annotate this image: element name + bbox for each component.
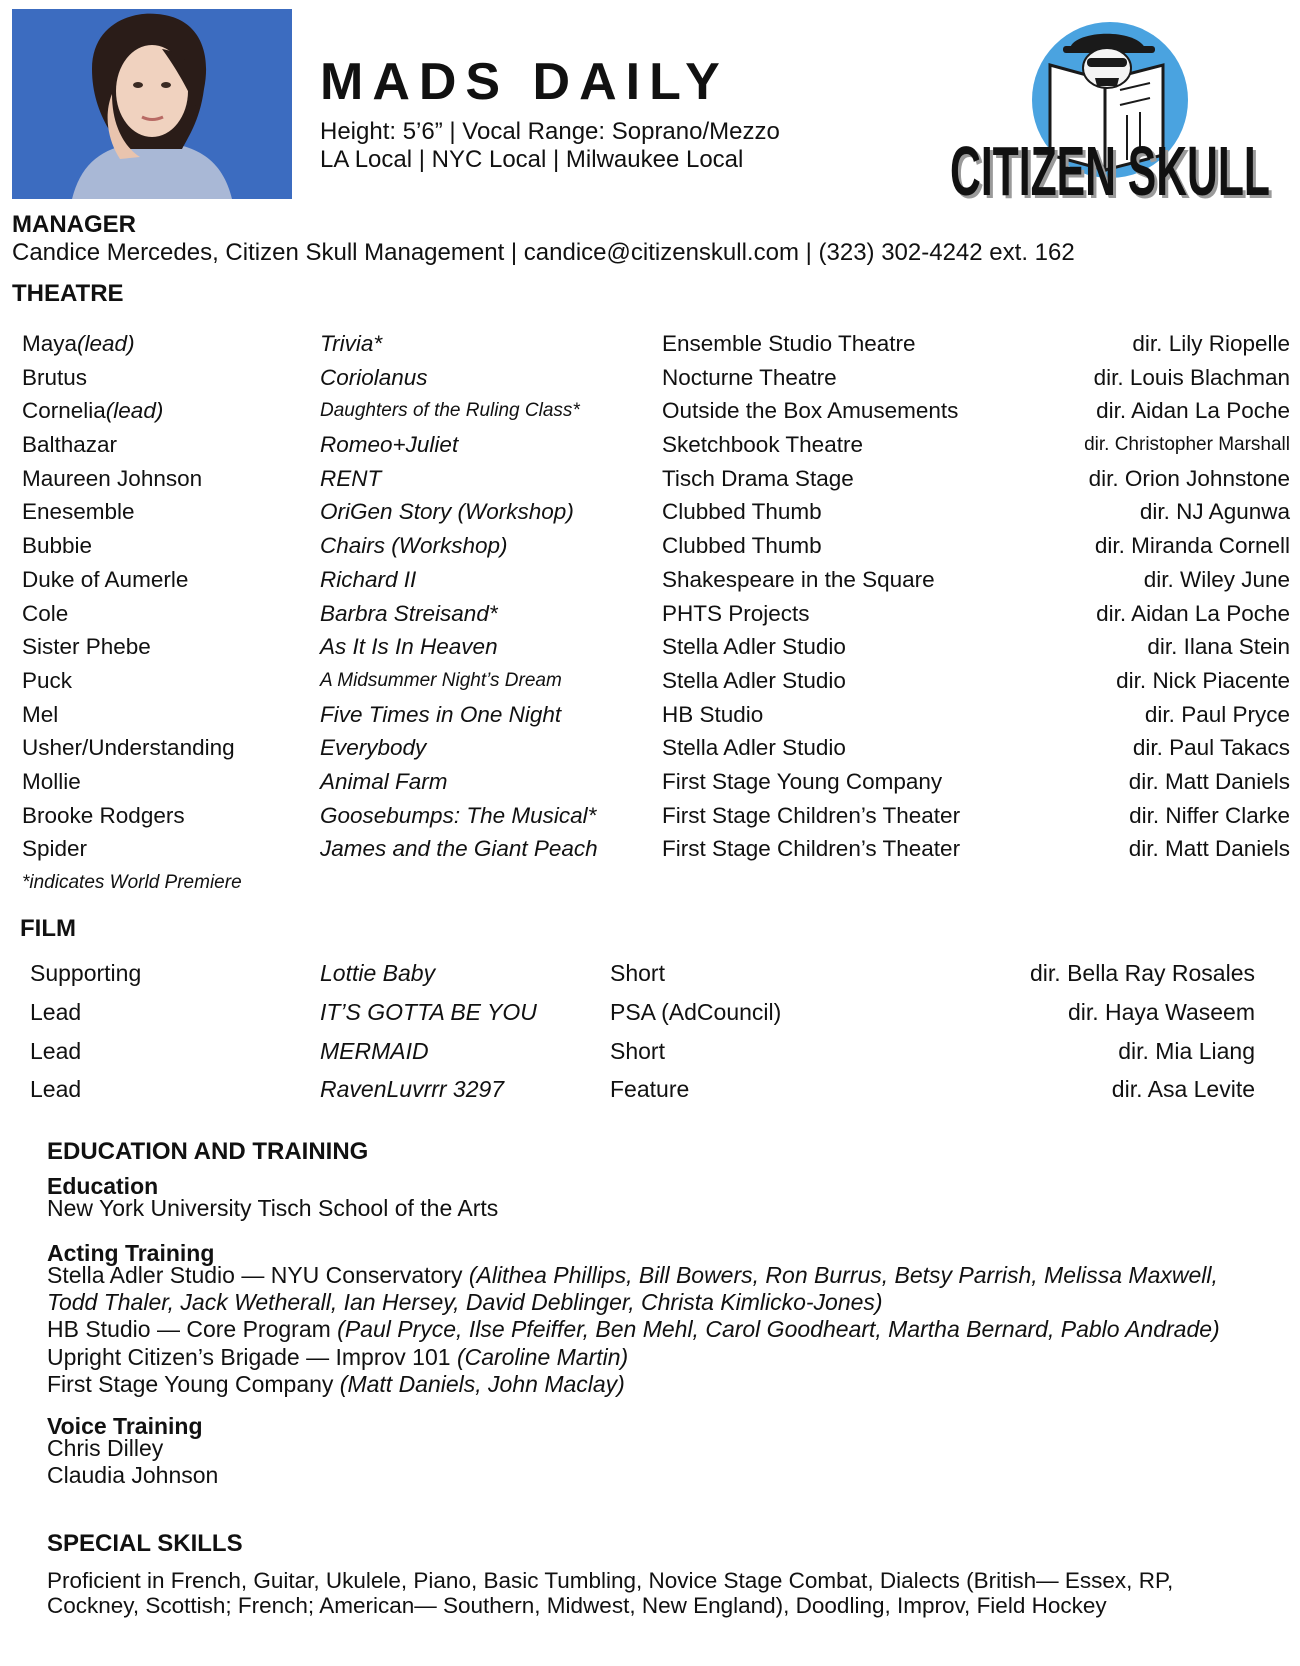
- credit-show: RENT: [320, 465, 382, 491]
- headshot-photo: [12, 9, 292, 199]
- theatre-credit-row: [22, 630, 1290, 664]
- credit-show: OriGen Story (Workshop): [320, 499, 574, 525]
- credit-role: Brutus: [22, 364, 88, 390]
- credit-role: Cornelia: [22, 398, 106, 424]
- film-heading: FILM: [20, 915, 76, 942]
- training-teachers: (Matt Daniels, John Maclay): [339, 1370, 625, 1397]
- training-teachers: (Caroline Martin): [456, 1343, 629, 1370]
- credit-director: dir. NJ Agunwa: [1139, 499, 1290, 525]
- credit-show: Chairs (Workshop): [320, 533, 508, 559]
- credit-director: dir. Matt Daniels: [1128, 768, 1290, 794]
- education-subheading: Education: [47, 1173, 159, 1199]
- credit-role: Brooke Rodgers: [22, 802, 185, 828]
- credit-venue: First Stage Children’s Theater: [662, 802, 961, 828]
- acting-training-line: [47, 1371, 1277, 1398]
- theatre-credit-row: [22, 597, 1290, 631]
- theatre-credit-row: [22, 394, 1290, 428]
- credit-director: dir. Nick Piacente: [1116, 667, 1290, 693]
- credit-role: Maureen Johnson: [22, 465, 203, 491]
- theatre-credit-row: [22, 664, 1290, 698]
- logo-wordmark: CITIZEN SKULL: [950, 132, 1270, 205]
- training-program: HB Studio — Core Program: [47, 1316, 338, 1343]
- credit-show: Everybody: [320, 735, 427, 761]
- stats-line-height-range: Height: 5’6” | Vocal Range: Soprano/Mezzo: [320, 118, 780, 145]
- credit-venue: Stella Adler Studio: [662, 634, 846, 660]
- credit-venue: Ensemble Studio Theatre: [662, 331, 916, 356]
- theatre-credits-table: [22, 327, 1290, 866]
- film-credit-row: [30, 1070, 1255, 1109]
- acting-training-list: [47, 1262, 1277, 1398]
- credit-director: dir. Asa Levite: [1111, 1076, 1255, 1103]
- credit-role: Maya: [22, 331, 78, 356]
- credit-venue: Stella Adler Studio: [662, 667, 846, 693]
- credit-venue: First Stage Children’s Theater: [662, 836, 961, 862]
- credit-venue: Clubbed Thumb: [662, 499, 822, 525]
- credit-director: dir. Lily Riopelle: [1132, 331, 1290, 356]
- credit-director: dir. Aidan La Poche: [1096, 600, 1290, 626]
- credit-role: Lead: [30, 1076, 82, 1103]
- credit-role: Bubbie: [22, 533, 93, 559]
- manager-heading: MANAGER: [12, 211, 136, 238]
- credit-venue: Sketchbook Theatre: [662, 432, 863, 458]
- credit-venue: Clubbed Thumb: [662, 533, 822, 559]
- credit-role: Lead: [30, 1037, 82, 1064]
- credit-show: As It Is In Heaven: [320, 634, 498, 660]
- credit-role: Cole: [22, 600, 69, 626]
- training-program: Stella Adler Studio — NYU Conservatory: [47, 1262, 469, 1288]
- credit-director: dir. Ilana Stein: [1147, 634, 1290, 660]
- credit-venue: First Stage Young Company: [662, 768, 943, 794]
- credit-director: dir. Christopher Marshall: [1084, 434, 1290, 456]
- credit-role: Mollie: [22, 768, 81, 794]
- credit-show: Trivia*: [320, 331, 383, 356]
- credit-role-note: (lead): [77, 331, 135, 356]
- actor-name: MADS DAILY: [320, 53, 729, 111]
- credit-role: Mel: [22, 701, 59, 727]
- credit-show: Daughters of the Ruling Class*: [320, 400, 580, 422]
- manager-contact: Candice Mercedes, Citizen Skull Management | candice@citizenskull.com | (323) 302-4242 ext. 162: [12, 239, 1075, 266]
- voice-training-heading: Voice Training: [47, 1413, 203, 1439]
- theatre-credit-row: [22, 495, 1290, 529]
- acting-training-line: [47, 1289, 1277, 1316]
- film-credit-row: [30, 1032, 1255, 1071]
- credit-type: PSA (AdCouncil): [610, 998, 782, 1025]
- credit-show: Animal Farm: [320, 768, 448, 794]
- credit-title: Lottie Baby: [320, 960, 436, 986]
- theatre-credit-row: [22, 799, 1290, 833]
- theatre-credit-row: [22, 731, 1290, 765]
- theatre-credit-row: [22, 698, 1290, 732]
- credit-director: dir. Aidan La Poche: [1096, 398, 1290, 424]
- credit-venue: HB Studio: [662, 701, 764, 727]
- credit-role: Puck: [22, 667, 73, 693]
- training-program: First Stage Young Company: [47, 1370, 340, 1397]
- credit-show: Barbra Streisand*: [320, 600, 498, 626]
- training-program: Upright Citizen’s Brigade — Improv 101: [47, 1343, 457, 1370]
- logo-wordmark-shadow: CITIZEN SKULL: [953, 135, 1273, 205]
- special-skills-heading: SPECIAL SKILLS: [47, 1530, 243, 1557]
- film-credits-table: [30, 954, 1255, 1109]
- theatre-heading: THEATRE: [12, 280, 124, 307]
- credit-role: Lead: [30, 998, 82, 1025]
- skills-line: Cockney, Scottish; French; American— Southern, Midwest, New England), Doodling, Improv, Field Hockey: [47, 1593, 1107, 1618]
- credit-role: Duke of Aumerle: [22, 566, 189, 592]
- theatre-credit-row: [22, 832, 1290, 866]
- credit-director: dir. Matt Daniels: [1128, 836, 1290, 862]
- credit-title: IT’S GOTTA BE YOU: [320, 998, 537, 1025]
- theatre-credit-row: [22, 765, 1290, 799]
- credit-role: Supporting: [30, 960, 142, 986]
- citizen-skull-logo: [935, 20, 1285, 205]
- stats-line-locations: LA Local | NYC Local | Milwaukee Local: [320, 146, 744, 173]
- credit-role: Usher/Understanding: [22, 735, 235, 761]
- credit-role: Spider: [22, 836, 88, 862]
- credit-show: A Midsummer Night’s Dream: [320, 669, 562, 691]
- credit-director: dir. Miranda Cornell: [1094, 533, 1290, 559]
- credit-director: dir. Paul Takacs: [1132, 735, 1290, 761]
- theatre-credit-row: [22, 327, 1290, 361]
- credit-director: dir. Bella Ray Rosales: [1030, 960, 1255, 986]
- training-teachers: (Paul Pryce, Ilse Pfeiffer, Ben Mehl, Carol Goodheart, Martha Bernard, Pablo Andrade): [337, 1316, 1220, 1343]
- theatre-credit-row: [22, 428, 1290, 462]
- credit-role: Balthazar: [22, 432, 118, 458]
- credit-show: Five Times in One Night: [320, 701, 562, 727]
- voice-teacher: Chris Dilley: [47, 1435, 164, 1461]
- credit-director: dir. Mia Liang: [1118, 1037, 1255, 1064]
- credit-type: Short: [610, 960, 665, 986]
- skills-line: Proficient in French, Guitar, Ukulele, Piano, Basic Tumbling, Novice Stage Combat, Dialects (British— Essex, RP,: [47, 1568, 1174, 1593]
- special-skills-text: [47, 1568, 1277, 1618]
- credit-director: dir. Haya Waseem: [1067, 998, 1255, 1025]
- credit-director: dir. Orion Johnstone: [1088, 465, 1290, 491]
- credit-director: dir. Wiley June: [1143, 566, 1290, 592]
- credit-venue: Outside the Box Amusements: [662, 398, 959, 424]
- credit-show: Coriolanus: [320, 364, 428, 390]
- theatre-credit-row: [22, 529, 1290, 563]
- credit-show: Richard II: [320, 566, 417, 592]
- credit-role: Enesemble: [22, 499, 135, 525]
- training-teachers: Todd Thaler, Jack Wetherall, Ian Hersey, David Deblinger, Christa Kimlicko-Jones): [47, 1289, 883, 1316]
- acting-training-heading: Acting Training: [47, 1240, 215, 1266]
- credit-director: dir. Niffer Clarke: [1129, 802, 1290, 828]
- credit-show: Goosebumps: The Musical*: [320, 802, 597, 828]
- theatre-credit-row: [22, 361, 1290, 395]
- credit-show: Romeo+Juliet: [320, 432, 459, 458]
- voice-training-list: [47, 1435, 1277, 1489]
- credit-venue: Shakespeare in the Square: [662, 566, 935, 592]
- film-credit-row: [30, 993, 1255, 1032]
- actor-stats: [320, 118, 780, 174]
- credit-director: dir. Louis Blachman: [1093, 364, 1290, 390]
- training-teachers: (Alithea Phillips, Bill Bowers, Ron Burrus, Betsy Parrish, Melissa Maxwell,: [468, 1262, 1218, 1288]
- acting-training-line: [47, 1262, 1277, 1289]
- credit-venue: Stella Adler Studio: [662, 735, 846, 761]
- acting-training-line: [47, 1316, 1277, 1343]
- credit-venue: Nocturne Theatre: [662, 364, 837, 390]
- world-premiere-note: *indicates World Premiere: [22, 872, 242, 893]
- acting-training-line: [47, 1344, 1277, 1371]
- education-school: New York University Tisch School of the Arts: [47, 1195, 499, 1221]
- credit-role: Sister Phebe: [22, 634, 151, 660]
- credit-type: Feature: [610, 1076, 690, 1103]
- film-credit-row: [30, 954, 1255, 993]
- credit-venue: Tisch Drama Stage: [662, 465, 854, 491]
- credit-venue: PHTS Projects: [662, 600, 810, 626]
- credit-role-note: (lead): [105, 398, 164, 424]
- credit-type: Short: [610, 1037, 665, 1064]
- credit-title: MERMAID: [320, 1037, 429, 1064]
- credit-show: James and the Giant Peach: [320, 836, 598, 862]
- credit-director: dir. Paul Pryce: [1144, 701, 1290, 727]
- education-heading: EDUCATION AND TRAINING: [47, 1138, 369, 1165]
- theatre-credit-row: [22, 563, 1290, 597]
- credit-title: RavenLuvrrr 3297: [320, 1076, 505, 1103]
- theatre-credit-row: [22, 462, 1290, 496]
- voice-teacher: Claudia Johnson: [47, 1462, 219, 1489]
